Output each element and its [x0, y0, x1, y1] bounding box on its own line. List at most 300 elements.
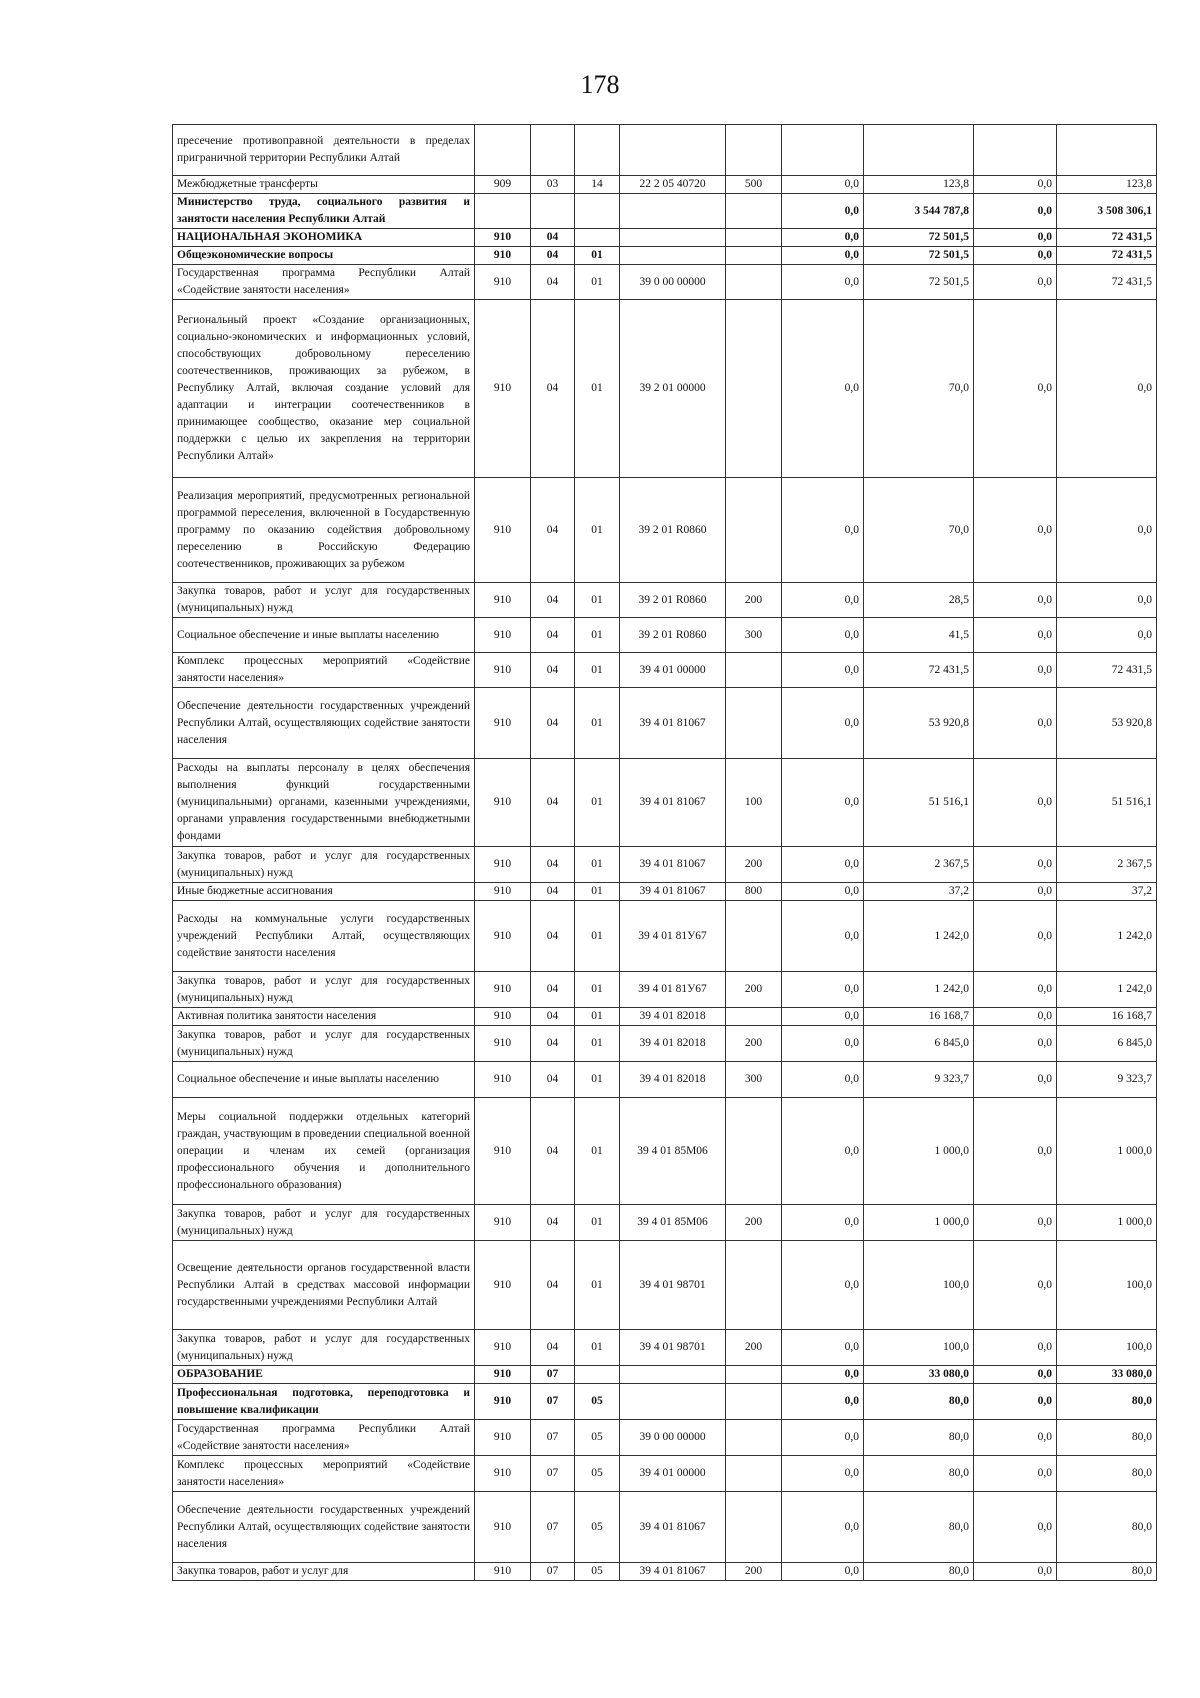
cell-value-2: 28,5: [864, 583, 974, 618]
cell-value-4: 80,0: [1057, 1456, 1157, 1492]
cell-value-2: 3 544 787,8: [864, 194, 974, 229]
cell-section: 07: [531, 1492, 575, 1563]
cell-value-4: 53 920,8: [1057, 688, 1157, 759]
cell-section: 04: [531, 1098, 575, 1205]
table-row: [173, 1563, 1157, 1581]
cell-value-2: 72 501,5: [864, 265, 974, 300]
cell-grbs: 910: [475, 1098, 531, 1205]
cell-name: Закупка товаров, работ и услуг для государственных (муниципальных) нужд: [173, 583, 475, 618]
cell-value-3: 0,0: [974, 972, 1057, 1008]
cell-section: 04: [531, 1008, 575, 1026]
cell-value-3: 0,0: [974, 1098, 1057, 1205]
cell-name: Социальное обеспечение и иные выплаты населению: [173, 1062, 475, 1098]
cell-name: Комплекс процессных мероприятий «Содействие занятости населения»: [173, 1456, 475, 1492]
cell-value-3: 0,0: [974, 229, 1057, 247]
cell-value-4: 72 431,5: [1057, 265, 1157, 300]
cell-expense-type: 200: [726, 1026, 782, 1062]
cell-expense-type: [726, 1456, 782, 1492]
cell-expense-type: 200: [726, 1330, 782, 1366]
cell-section: [531, 194, 575, 229]
cell-value-3: 0,0: [974, 901, 1057, 972]
cell-value-1: 0,0: [782, 1384, 864, 1420]
cell-subsection: 01: [575, 1062, 620, 1098]
table-row: [173, 194, 1157, 229]
cell-name: Закупка товаров, работ и услуг для: [173, 1563, 475, 1581]
table-row: [173, 1330, 1157, 1366]
cell-value-2: 70,0: [864, 300, 974, 478]
table-row: [173, 1384, 1157, 1420]
cell-section: 04: [531, 247, 575, 265]
cell-name: НАЦИОНАЛЬНАЯ ЭКОНОМИКА: [173, 229, 475, 247]
cell-subsection: 05: [575, 1384, 620, 1420]
cell-grbs: 910: [475, 1384, 531, 1420]
cell-value-2: 16 168,7: [864, 1008, 974, 1026]
cell-value-3: 0,0: [974, 1205, 1057, 1241]
cell-target-article: 39 4 01 98701: [620, 1330, 726, 1366]
table-row: [173, 847, 1157, 883]
cell-target-article: 39 4 01 82018: [620, 1008, 726, 1026]
cell-value-3: 0,0: [974, 1420, 1057, 1456]
cell-target-article: 39 4 01 98701: [620, 1241, 726, 1330]
cell-expense-type: 300: [726, 1062, 782, 1098]
cell-target-article: [620, 1366, 726, 1384]
cell-name: Профессиональная подготовка, переподготовка и повышение квалификации: [173, 1384, 475, 1420]
cell-value-4: 1 000,0: [1057, 1205, 1157, 1241]
cell-section: 07: [531, 1384, 575, 1420]
cell-value-4: 2 367,5: [1057, 847, 1157, 883]
cell-value-1: 0,0: [782, 972, 864, 1008]
cell-name: Общеэкономические вопросы: [173, 247, 475, 265]
cell-expense-type: 100: [726, 759, 782, 847]
cell-expense-type: 200: [726, 1563, 782, 1581]
cell-subsection: 01: [575, 583, 620, 618]
cell-value-3: 0,0: [974, 194, 1057, 229]
cell-grbs: 910: [475, 847, 531, 883]
cell-expense-type: 200: [726, 972, 782, 1008]
cell-subsection: 01: [575, 247, 620, 265]
cell-value-3: 0,0: [974, 1008, 1057, 1026]
cell-value-2: 80,0: [864, 1492, 974, 1563]
cell-value-4: 0,0: [1057, 583, 1157, 618]
cell-name: Обеспечение деятельности государственных учреждений Республики Алтай, осуществляющих содействие занятости населения: [173, 688, 475, 759]
cell-value-1: 0,0: [782, 265, 864, 300]
cell-value-2: 80,0: [864, 1384, 974, 1420]
cell-section: 04: [531, 1241, 575, 1330]
cell-value-1: 0,0: [782, 688, 864, 759]
cell-value-4: 3 508 306,1: [1057, 194, 1157, 229]
cell-value-4: 0,0: [1057, 300, 1157, 478]
budget-table: [172, 124, 1157, 1581]
cell-section: 04: [531, 229, 575, 247]
cell-expense-type: [726, 194, 782, 229]
cell-value-3: 0,0: [974, 1563, 1057, 1581]
cell-subsection: 14: [575, 176, 620, 194]
cell-value-1: 0,0: [782, 583, 864, 618]
cell-target-article: 22 2 05 40720: [620, 176, 726, 194]
cell-target-article: 39 4 01 82018: [620, 1062, 726, 1098]
table-row: [173, 1098, 1157, 1205]
cell-value-4: 100,0: [1057, 1241, 1157, 1330]
cell-value-2: 100,0: [864, 1241, 974, 1330]
cell-value-2: [864, 125, 974, 176]
cell-value-2: 6 845,0: [864, 1026, 974, 1062]
cell-value-1: 0,0: [782, 1330, 864, 1366]
cell-grbs: 910: [475, 1492, 531, 1563]
table-row: [173, 583, 1157, 618]
cell-value-3: [974, 125, 1057, 176]
cell-name: Государственная программа Республики Алтай «Содействие занятости населения»: [173, 1420, 475, 1456]
cell-value-3: 0,0: [974, 1062, 1057, 1098]
cell-expense-type: [726, 1492, 782, 1563]
cell-target-article: 39 0 00 00000: [620, 1420, 726, 1456]
table-row: [173, 1420, 1157, 1456]
cell-value-4: 123,8: [1057, 176, 1157, 194]
cell-value-1: 0,0: [782, 653, 864, 688]
cell-value-1: 0,0: [782, 1563, 864, 1581]
cell-value-4: 51 516,1: [1057, 759, 1157, 847]
cell-expense-type: 200: [726, 1205, 782, 1241]
cell-section: 04: [531, 478, 575, 583]
cell-expense-type: [726, 1008, 782, 1026]
cell-subsection: 01: [575, 1098, 620, 1205]
cell-expense-type: 200: [726, 583, 782, 618]
cell-target-article: 39 4 01 85М06: [620, 1205, 726, 1241]
cell-value-2: 33 080,0: [864, 1366, 974, 1384]
cell-subsection: 05: [575, 1456, 620, 1492]
cell-value-1: 0,0: [782, 176, 864, 194]
cell-value-1: 0,0: [782, 247, 864, 265]
cell-value-3: 0,0: [974, 688, 1057, 759]
cell-target-article: [620, 247, 726, 265]
cell-grbs: 910: [475, 883, 531, 901]
cell-expense-type: [726, 901, 782, 972]
cell-value-2: 72 431,5: [864, 653, 974, 688]
cell-subsection: 05: [575, 1492, 620, 1563]
table-row: [173, 247, 1157, 265]
cell-value-4: 80,0: [1057, 1384, 1157, 1420]
cell-value-1: [782, 125, 864, 176]
cell-expense-type: [726, 229, 782, 247]
cell-name: ОБРАЗОВАНИЕ: [173, 1366, 475, 1384]
cell-value-2: 9 323,7: [864, 1062, 974, 1098]
cell-value-1: 0,0: [782, 1420, 864, 1456]
table-body: [173, 125, 1157, 1581]
cell-value-2: 80,0: [864, 1563, 974, 1581]
table-row: [173, 688, 1157, 759]
cell-value-1: 0,0: [782, 1456, 864, 1492]
cell-value-1: 0,0: [782, 229, 864, 247]
cell-subsection: [575, 125, 620, 176]
cell-value-2: 1 242,0: [864, 972, 974, 1008]
table-row: [173, 125, 1157, 176]
cell-value-4: [1057, 125, 1157, 176]
cell-grbs: 910: [475, 618, 531, 653]
cell-subsection: 01: [575, 265, 620, 300]
cell-expense-type: [726, 265, 782, 300]
cell-value-1: 0,0: [782, 1492, 864, 1563]
cell-grbs: 910: [475, 1062, 531, 1098]
cell-expense-type: [726, 1366, 782, 1384]
cell-value-2: 70,0: [864, 478, 974, 583]
table-row: [173, 1492, 1157, 1563]
cell-expense-type: [726, 1384, 782, 1420]
cell-target-article: 39 2 01 R0860: [620, 618, 726, 653]
cell-value-2: 72 501,5: [864, 247, 974, 265]
cell-value-3: 0,0: [974, 618, 1057, 653]
cell-grbs: 910: [475, 1241, 531, 1330]
cell-value-1: 0,0: [782, 883, 864, 901]
table-row: [173, 176, 1157, 194]
cell-value-1: 0,0: [782, 1026, 864, 1062]
cell-section: 04: [531, 1026, 575, 1062]
cell-subsection: 01: [575, 901, 620, 972]
cell-target-article: [620, 194, 726, 229]
cell-subsection: 01: [575, 300, 620, 478]
cell-subsection: 01: [575, 1241, 620, 1330]
cell-target-article: 39 4 01 85М06: [620, 1098, 726, 1205]
cell-expense-type: [726, 1420, 782, 1456]
cell-subsection: 01: [575, 1330, 620, 1366]
cell-value-1: 0,0: [782, 847, 864, 883]
cell-grbs: 910: [475, 300, 531, 478]
cell-grbs: 910: [475, 901, 531, 972]
cell-value-4: 1 242,0: [1057, 972, 1157, 1008]
table-row: [173, 1241, 1157, 1330]
cell-section: 04: [531, 1062, 575, 1098]
table-row: [173, 759, 1157, 847]
cell-section: 07: [531, 1366, 575, 1384]
cell-subsection: [575, 229, 620, 247]
cell-grbs: 910: [475, 265, 531, 300]
cell-subsection: 05: [575, 1420, 620, 1456]
table-row: [173, 1062, 1157, 1098]
cell-expense-type: [726, 688, 782, 759]
cell-section: 07: [531, 1420, 575, 1456]
cell-value-2: 1 000,0: [864, 1098, 974, 1205]
cell-value-1: 0,0: [782, 618, 864, 653]
cell-expense-type: 300: [726, 618, 782, 653]
table-row: [173, 653, 1157, 688]
cell-value-3: 0,0: [974, 583, 1057, 618]
cell-section: 04: [531, 583, 575, 618]
cell-value-4: 0,0: [1057, 618, 1157, 653]
table-row: [173, 1205, 1157, 1241]
cell-expense-type: 500: [726, 176, 782, 194]
cell-subsection: 01: [575, 847, 620, 883]
cell-grbs: 910: [475, 1366, 531, 1384]
cell-value-3: 0,0: [974, 1330, 1057, 1366]
cell-subsection: 05: [575, 1563, 620, 1581]
cell-grbs: 910: [475, 478, 531, 583]
cell-value-3: 0,0: [974, 1366, 1057, 1384]
cell-subsection: 01: [575, 1026, 620, 1062]
table-row: [173, 478, 1157, 583]
cell-grbs: 910: [475, 1330, 531, 1366]
cell-subsection: 01: [575, 972, 620, 1008]
cell-section: 04: [531, 653, 575, 688]
cell-value-1: 0,0: [782, 901, 864, 972]
cell-name: Региональный проект «Создание организационных, социально-экономических и информационных условий, способствующих добровольному переселению соотечественников, проживающих за рубежом, в Республику Алтай, включая создание условий для адаптации и интеграции соотечественников в принимающее сообщество, оказание мер социальной поддержки с целью их закрепления на территории Республики Алтай»: [173, 300, 475, 478]
cell-target-article: 39 4 01 81067: [620, 759, 726, 847]
cell-name: Расходы на коммунальные услуги государственных учреждений Республики Алтай, осуществляющих содействие занятости населения: [173, 901, 475, 972]
cell-grbs: 910: [475, 653, 531, 688]
cell-section: 04: [531, 883, 575, 901]
cell-name: Реализация мероприятий, предусмотренных региональной программой переселения, включенной в Государственную программу по оказанию содействия добровольному переселению в Российскую Федерацию соотечественников, проживающих за рубежом: [173, 478, 475, 583]
cell-subsection: 01: [575, 618, 620, 653]
cell-value-4: 16 168,7: [1057, 1008, 1157, 1026]
cell-value-1: 0,0: [782, 1205, 864, 1241]
table-row: [173, 1456, 1157, 1492]
cell-grbs: 910: [475, 972, 531, 1008]
cell-value-3: 0,0: [974, 1492, 1057, 1563]
cell-expense-type: [726, 300, 782, 478]
cell-grbs: 910: [475, 1008, 531, 1026]
cell-expense-type: [726, 478, 782, 583]
cell-name: Комплекс процессных мероприятий «Содействие занятости населения»: [173, 653, 475, 688]
cell-value-2: 80,0: [864, 1420, 974, 1456]
cell-expense-type: [726, 653, 782, 688]
cell-value-2: 100,0: [864, 1330, 974, 1366]
cell-name: Закупка товаров, работ и услуг для государственных (муниципальных) нужд: [173, 1205, 475, 1241]
cell-target-article: 39 4 01 00000: [620, 1456, 726, 1492]
cell-name: Социальное обеспечение и иные выплаты населению: [173, 618, 475, 653]
cell-name: Закупка товаров, работ и услуг для государственных (муниципальных) нужд: [173, 972, 475, 1008]
cell-name: Иные бюджетные ассигнования: [173, 883, 475, 901]
cell-target-article: 39 2 01 R0860: [620, 478, 726, 583]
cell-value-2: 1 000,0: [864, 1205, 974, 1241]
cell-grbs: [475, 125, 531, 176]
cell-subsection: 01: [575, 478, 620, 583]
cell-target-article: 39 4 01 81067: [620, 847, 726, 883]
cell-name: Активная политика занятости населения: [173, 1008, 475, 1026]
cell-value-4: 80,0: [1057, 1563, 1157, 1581]
cell-expense-type: [726, 247, 782, 265]
cell-grbs: 910: [475, 1456, 531, 1492]
cell-value-2: 80,0: [864, 1456, 974, 1492]
cell-name: Министерство труда, социального развития и занятости населения Республики Алтай: [173, 194, 475, 229]
cell-grbs: 910: [475, 759, 531, 847]
cell-subsection: [575, 194, 620, 229]
cell-grbs: 910: [475, 583, 531, 618]
cell-section: 04: [531, 300, 575, 478]
cell-grbs: 910: [475, 229, 531, 247]
cell-value-4: 72 431,5: [1057, 229, 1157, 247]
cell-name: Меры социальной поддержки отдельных категорий граждан, участвующим в проведении специальной военной операции и членам их семей (организация профессионального обучения и дополнительного профессионального образования): [173, 1098, 475, 1205]
page-number: 178: [580, 70, 620, 99]
cell-value-4: 1 242,0: [1057, 901, 1157, 972]
table-row: [173, 618, 1157, 653]
cell-value-3: 0,0: [974, 847, 1057, 883]
cell-value-1: 0,0: [782, 759, 864, 847]
cell-target-article: 39 4 01 81067: [620, 1492, 726, 1563]
cell-grbs: 910: [475, 247, 531, 265]
cell-value-4: 80,0: [1057, 1420, 1157, 1456]
cell-subsection: 01: [575, 688, 620, 759]
cell-section: 07: [531, 1456, 575, 1492]
cell-value-4: 100,0: [1057, 1330, 1157, 1366]
cell-subsection: [575, 1366, 620, 1384]
cell-section: 04: [531, 847, 575, 883]
cell-value-3: 0,0: [974, 1456, 1057, 1492]
table-row: [173, 1026, 1157, 1062]
cell-target-article: 39 4 01 81У67: [620, 972, 726, 1008]
cell-expense-type: 800: [726, 883, 782, 901]
cell-value-3: 0,0: [974, 1384, 1057, 1420]
cell-target-article: [620, 125, 726, 176]
cell-section: 04: [531, 688, 575, 759]
cell-value-1: 0,0: [782, 1008, 864, 1026]
cell-target-article: [620, 1384, 726, 1420]
cell-value-1: 0,0: [782, 1366, 864, 1384]
cell-value-4: 33 080,0: [1057, 1366, 1157, 1384]
cell-value-3: 0,0: [974, 176, 1057, 194]
cell-section: 04: [531, 901, 575, 972]
table-row: [173, 901, 1157, 972]
table-row: [173, 1366, 1157, 1384]
cell-expense-type: [726, 1241, 782, 1330]
cell-target-article: [620, 229, 726, 247]
cell-grbs: 910: [475, 1420, 531, 1456]
table-row: [173, 972, 1157, 1008]
cell-target-article: 39 4 01 00000: [620, 653, 726, 688]
cell-expense-type: 200: [726, 847, 782, 883]
cell-subsection: 01: [575, 1205, 620, 1241]
table-row: [173, 883, 1157, 901]
cell-name: Расходы на выплаты персоналу в целях обеспечения выполнения функций государственными (муниципальными) органами, казенными учреждениями, органами управления государственными внебюджетными фондами: [173, 759, 475, 847]
cell-name: пресечение противоправной деятельности в пределах приграничной территории Республики Алтай: [173, 125, 475, 176]
cell-expense-type: [726, 1098, 782, 1205]
cell-value-2: 123,8: [864, 176, 974, 194]
table-row: [173, 1008, 1157, 1026]
cell-value-4: 0,0: [1057, 478, 1157, 583]
cell-value-4: 9 323,7: [1057, 1062, 1157, 1098]
cell-value-1: 0,0: [782, 1241, 864, 1330]
cell-section: 04: [531, 265, 575, 300]
cell-grbs: 909: [475, 176, 531, 194]
cell-name: Закупка товаров, работ и услуг для государственных (муниципальных) нужд: [173, 1026, 475, 1062]
cell-value-1: 0,0: [782, 194, 864, 229]
table-row: [173, 300, 1157, 478]
cell-value-4: 37,2: [1057, 883, 1157, 901]
cell-name: Межбюджетные трансферты: [173, 176, 475, 194]
cell-value-1: 0,0: [782, 1098, 864, 1205]
cell-value-3: 0,0: [974, 478, 1057, 583]
cell-subsection: 01: [575, 759, 620, 847]
cell-value-1: 0,0: [782, 478, 864, 583]
cell-value-4: 72 431,5: [1057, 653, 1157, 688]
cell-value-2: 53 920,8: [864, 688, 974, 759]
cell-section: [531, 125, 575, 176]
cell-subsection: 01: [575, 883, 620, 901]
cell-value-2: 51 516,1: [864, 759, 974, 847]
cell-value-3: 0,0: [974, 759, 1057, 847]
cell-value-4: 72 431,5: [1057, 247, 1157, 265]
table-row: [173, 265, 1157, 300]
cell-grbs: [475, 194, 531, 229]
cell-target-article: 39 4 01 82018: [620, 1026, 726, 1062]
cell-value-4: 80,0: [1057, 1492, 1157, 1563]
cell-value-2: 1 242,0: [864, 901, 974, 972]
cell-value-3: 0,0: [974, 1026, 1057, 1062]
cell-subsection: 01: [575, 653, 620, 688]
cell-value-3: 0,0: [974, 300, 1057, 478]
cell-section: 03: [531, 176, 575, 194]
cell-value-1: 0,0: [782, 300, 864, 478]
cell-section: 04: [531, 759, 575, 847]
cell-subsection: 01: [575, 1008, 620, 1026]
cell-value-3: 0,0: [974, 653, 1057, 688]
cell-name: Освещение деятельности органов государственной власти Республики Алтай в средствах массовой информации государственными учреждениями Республики Алтай: [173, 1241, 475, 1330]
